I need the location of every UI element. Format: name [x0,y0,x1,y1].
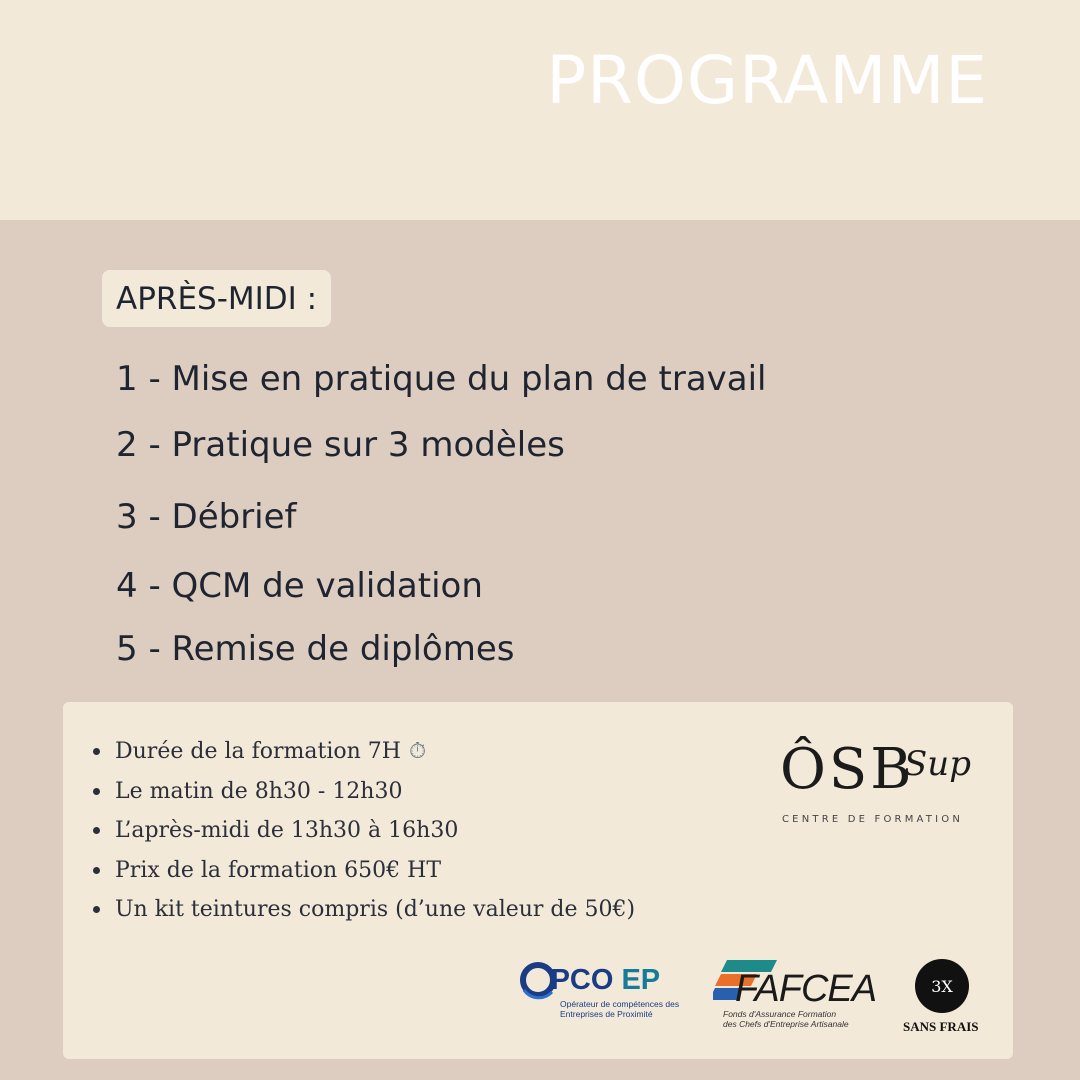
program-item: 4 - QCM de validation [116,566,483,606]
info-item-text: Durée de la formation 7H [115,739,401,765]
info-item [93,811,635,851]
badge-circle [915,959,969,1013]
info-card [63,702,1013,1059]
info-item-text: Le matin de 8h30 - 12h30 [115,778,403,804]
opco-ep-logo [518,960,678,1026]
section-label [102,270,331,327]
fafcea-caption [723,1010,849,1030]
stopwatch-icon: ⏱ [408,739,427,765]
fafcea-caption-line-2: des Chefs d'Entreprise Artisanale [723,1018,849,1029]
brand-tagline: CENTRE DE FORMATION [782,814,964,825]
installment-badge [901,957,981,1037]
page-title: PROGRAMME [546,42,988,119]
section-label-text: APRÈS-MIDI : [116,280,318,317]
badge-caption: SANS FRAIS [903,1019,979,1034]
info-item-text: Prix de la formation 650€ HT [115,857,442,883]
header-band [0,0,1080,220]
fafcea-logo [713,960,877,1032]
bullet-icon [93,827,100,834]
info-item-text: Un kit teintures compris (d’une valeur de 50€) [115,897,636,923]
program-item: 5 - Remise de diplômes [116,629,515,669]
badge-label: 3X [931,976,953,996]
opco-name-ep: EP [621,964,661,996]
brand-suffix: Sup [904,744,971,784]
fafcea-title: FAFCEA [735,968,877,1010]
program-item: 3 - Débrief [116,497,297,537]
program-item: 1 - Mise en pratique du plan de travail [116,359,767,399]
info-item [93,851,635,891]
info-list [93,732,635,930]
info-item [93,732,635,772]
osb-sup-logo [778,736,978,828]
opco-caption: Opérateur de compétences des Entreprises de Proximité [560,999,680,1019]
opco-name-pco: PCO [550,964,614,996]
bullet-icon [93,867,100,874]
info-item [93,890,635,930]
bullet-icon [93,906,100,913]
opco-title [528,966,660,995]
info-item-text: L’après-midi de 13h30 à 16h30 [115,818,459,844]
brand-name: ÔSB [780,737,915,802]
bullet-icon [93,748,100,755]
fafcea-caption-line-1: Fonds d'Assurance Formation [723,1009,837,1019]
bullet-icon [93,788,100,795]
program-item: 2 - Pratique sur 3 modèles [116,425,565,465]
info-item [93,772,635,812]
